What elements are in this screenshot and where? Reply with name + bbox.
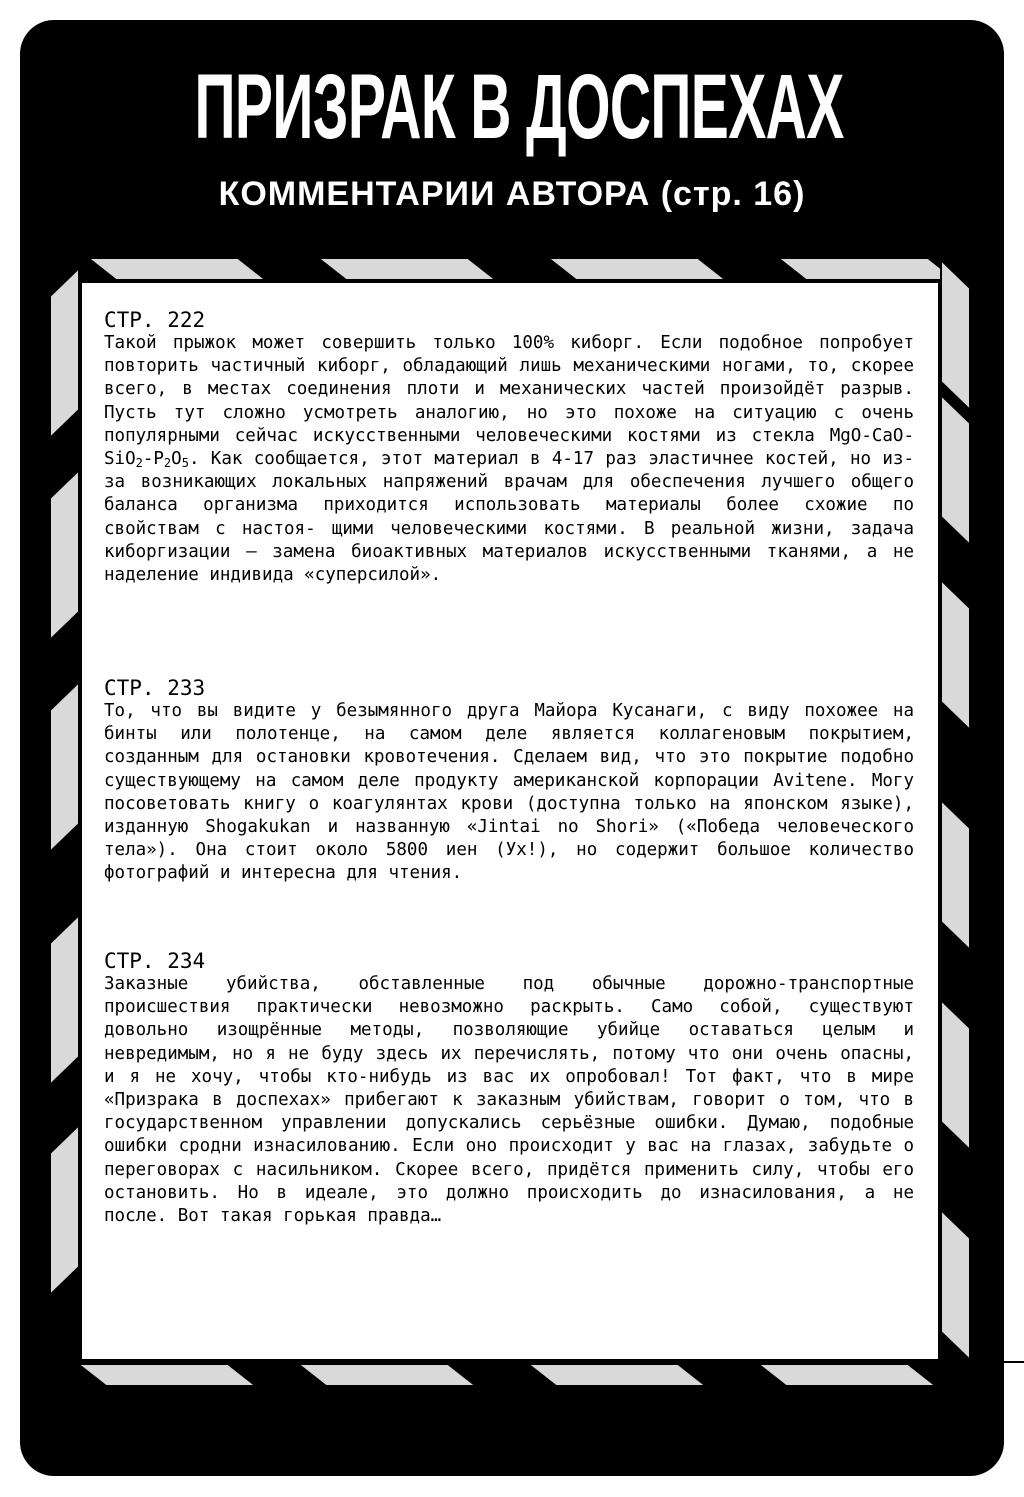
stripe-top-1 (318, 258, 496, 280)
section-body: Такой прыжок может совершить только 100% киборг. Если подобное попробует повторить частичный киборг, обладающий лишь механическими ногами, то, скорее всего, в местах соединения плоти и механических частей произойдёт разрыв. Пусть тут сложно усмотреть аналогию, но это похоже на ситуацию с очень популярными сейчас искусственными человеческими костями из стекла MgO-$CaO-SiO_2-P_2O_5$. Как сообщается, этот материал в 4-17 раз эластичнее костей, но из-за возникающих локальных напряжений врачам для обеспечения лучшего общего баланса организма приходится использовать материалы более схожие по свойствам с настоя- щими человеческими костями. В реальной жизни, задача киборгизации – замена биоактивных материалов искусственными тканями, а не наделение индивида «суперсилой». (104, 333, 914, 586)
section-heading: СТР. 222 (104, 308, 206, 332)
section-body: То, что вы видите у безымянного друга Майора Кусанаги, с виду похожее на бинты или полотенце, на самом деле является коллагеновым покрытием, созданным для остановки кровотечения. Сделаем вид, что это покрытие подобно существующему на самом деле продукту американской корпорации Avitene. Могу посоветовать книгу о коагулянтах крови (доступна только на японском языке), изданную Shogakukan и названную «Jintai no Shori» («Победа человеческого тела»). Она стоит около 5800 иен (Ух!), но содержит большое количество фотографий и интересна для чтения. (104, 701, 914, 884)
section-page-233 (104, 676, 914, 886)
stripe-right-4 (941, 1000, 970, 1150)
section-heading: СТР. 234 (104, 949, 206, 973)
section-heading: СТР. 233 (104, 676, 206, 700)
stripe-right-3 (941, 800, 970, 950)
stripe-top-3 (778, 258, 956, 280)
stripe-left-1 (50, 470, 79, 640)
stripe-bottom-3 (758, 1364, 936, 1386)
stripe-top-0 (88, 258, 266, 280)
stripe-top-2 (548, 258, 726, 280)
section-page-222 (104, 308, 914, 587)
page-title: ПРИЗРАК В ДОСПЕХАХ (194, 56, 844, 158)
stripe-left-3 (50, 915, 79, 1085)
page-subtitle: КОММЕНТАРИИ АВТОРА (стр. 16) (218, 175, 806, 213)
stripe-left-0 (50, 268, 79, 438)
stripe-bottom-2 (528, 1364, 706, 1386)
stripe-bottom-0 (78, 1364, 256, 1386)
section-page-234 (104, 949, 914, 1228)
stripe-right-5 (941, 1210, 970, 1360)
stripe-left-2 (50, 682, 79, 852)
stripe-right-1 (941, 395, 970, 545)
stripe-right-0 (941, 260, 970, 410)
section-body: Заказные убийства, обставленные под обычные дорожно-транспортные происшествия практически невозможно раскрыть. Само собой, существуют довольно изощрённые методы, позволяющие убийце оставаться целым и невредимым, но я не буду здесь их перечислять, потому что они очень опасны, и я не хочу, чтобы кто-нибудь из вас их опробовал! Тот факт, что в мире «Призрака в доспехах» прибегают к заказным убийствам, говорит о том, что в государственном управлении допускались серьёзные ошибки. Думаю, подобные ошибки сродни изнасилованию. Если оно происходит у вас на глазах, забудьте о переговорах с насильником. Скорее всего, придётся применить силу, чтобы его остановить. Но в идеале, это должно происходить до изнасилования, а не после. Вот такая горькая правда… (104, 974, 914, 1227)
stripe-right-2 (941, 580, 970, 730)
stripe-bottom-1 (298, 1364, 476, 1386)
stripe-left-4 (50, 1125, 79, 1295)
